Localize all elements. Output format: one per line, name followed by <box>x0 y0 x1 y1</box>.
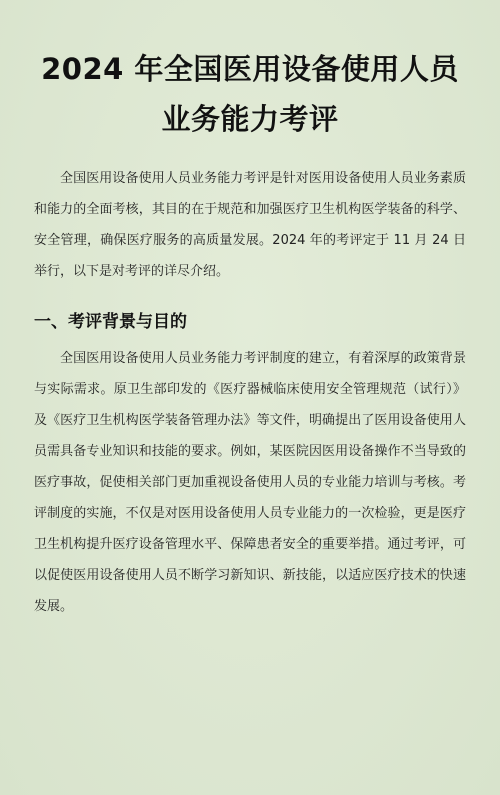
title-line-2: 业务能力考评 <box>161 102 339 136</box>
document-title <box>34 44 466 144</box>
intro-paragraph: 全国医用设备使用人员业务能力考评是针对医用设备使用人员业务素质和能力的全面考核，其目的在于规范和加强医疗卫生机构医学装备的科学、安全管理，确保医疗服务的高质量发展。2024 年的考评定于 11 月 24 日举行，以下是对考评的详尽介绍。 <box>34 171 466 279</box>
section-heading-background: 一、考评背景与目的 <box>34 312 187 332</box>
section-paragraph-background: 全国医用设备使用人员业务能力考评制度的建立，有着深厚的政策背景与实际需求。原卫生部印发的《医疗器械临床使用安全管理规范（试行）》及《医疗卫生机构医学装备管理办法》等文件，明确提出了医用设备使用人员需具备专业知识和技能的要求。例如，某医院因医用设备操作不当导致的医疗事故，促使相关部门更加重视设备使用人员的专业能力培训与考核。考评制度的实施，不仅是对医用设备使用人员专业能力的一次检验，更是医疗卫生机构提升医疗设备管理水平、保障患者安全的重要举措。通过考评，可以促使医用设备使用人员不断学习新知识、新技能，以适应医疗技术的快速发展。 <box>34 351 466 614</box>
title-line-1: 2024 年全国医用设备使用人员 <box>41 52 459 86</box>
